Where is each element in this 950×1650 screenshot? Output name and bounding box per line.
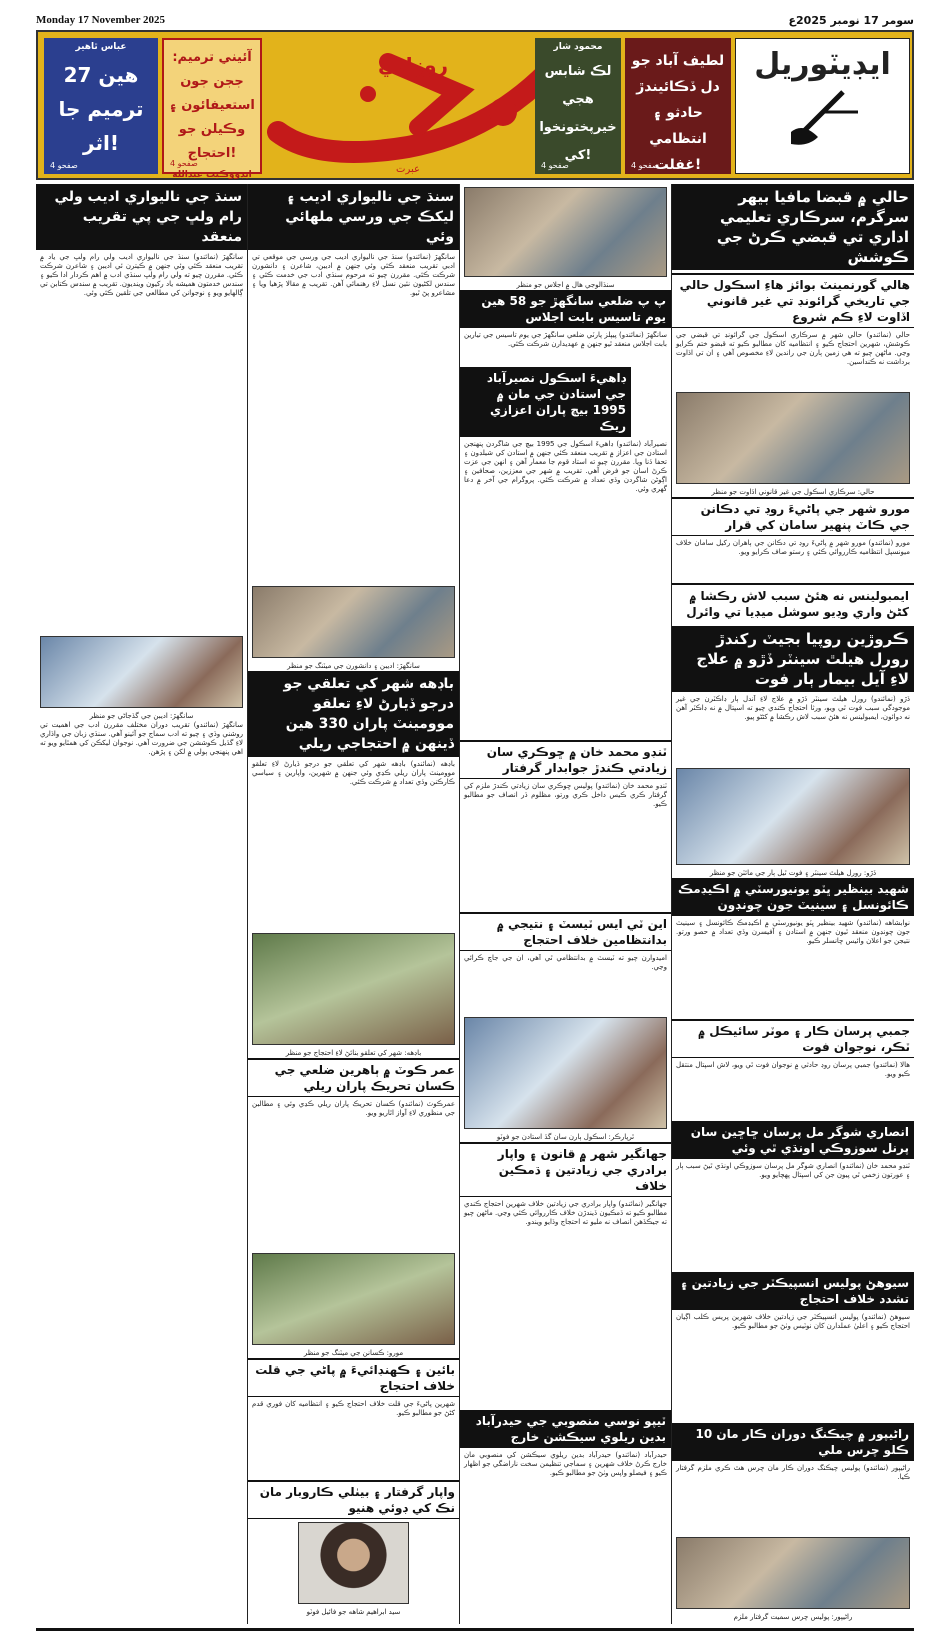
teaser-red-byline: ايڊووڪيٽ عبدالله: [172, 170, 252, 180]
masthead: [36, 30, 914, 180]
news-columns: [36, 184, 914, 1624]
subhead-halla-school: هالي گورنمينٽ بوائز هاءِ اسڪول حالي جي تاريخي گرائونڊ تي غير قانوني اڏاوت لاءِ ڪم شروع: [672, 273, 914, 328]
story-body-19: سانگهڙ (نمائندو) سنڌ جي ناليواري اديب ولي رام ولڀ جي ياد ۾ تقريب منعقد ڪئي وئي جنهن ۾ ڪيترن ئي اديبن ۽ شاعرن شرڪت ڪئي. مقررن چيو ته ولي رام ولڀ سنڌي ادب ۾ اهم ڪردار ادا ڪيو ۽ سندس خدمتون هميشه ياد رکيون وينديون. تقريب ۾ سندس ڪتابن تي ڳالهايو ويو ۽ نوجوانن کي مطالعي جي تلقين ڪئي وئي.: [40, 253, 243, 297]
teaser-maroon-page: صفحو 4: [631, 161, 659, 170]
date-bar: [36, 12, 914, 32]
headline-water-shortage[interactable]: بائين ۽ ڪهنڊائيءَ ۾ پاڻي جي قلت خلاف احتجاج: [248, 1358, 459, 1397]
column-center-right: [460, 184, 672, 1624]
photo-writers-meeting: [252, 586, 455, 658]
caption-halla: حالي: سرڪاري اسڪول جي غير قانوني اڏاوت جو منظر: [711, 488, 875, 496]
headline-halla-encroachment[interactable]: حالي ۾ قبضا مافيا بيهر سرگرم، سرڪاري تعليمي اداري تي قبضي ڪرڻ جي ڪوشش: [672, 184, 914, 270]
story-body-16: باڊهه (نمائندو) باڊهه شهر کي تعلقي جو درجو ڏيارڻ لاءِ تعلقو موومينٽ پاران ريلي ڪڍي وئي جنهن ۾ شهرين، واپارين ۽ سياسي ڪارڪنن وڏي تعداد ۾ شرڪت ڪئي.: [252, 760, 455, 786]
story-body-7: سيوهڻ (نمائندو) پوليس انسپيڪٽر جي زيادتين خلاف شهرين پريس ڪلب اڳيان احتجاج ڪيو ۽ اعليٰ عملدارن کان نوٽيس وٺڻ جو مطالبو ڪيو.: [676, 1313, 910, 1330]
photo-ranipur-police: [676, 1537, 910, 1609]
story-body-1: حالي (نمائندو) حالي شهر ۾ سرڪاري اسڪول جي گرائونڊ تي قبضي جي ڪوشش، شهرين احتجاج ڪيو ۽ انتظاميه کان مطالبو ڪيو ته قبضو ختم ڪرايو وڃي. ماڻهن چيو ته هي زمين ٻارن جي راندين لاءِ مخصوص آهي ۽ ان تي اڏاوت برداشت نه ڪنداسين.: [676, 331, 910, 366]
headline-badah-taluka[interactable]: باڊهه شهر کي تعلقي جو درجو ڏيارڻ لاءِ تعلقو موومينٽ پاران 330 هين ڏينهن ۾ احتجاجي ريلي: [248, 671, 459, 757]
caption-writers: سانگهڙ: اديبن ۽ دانشورن جي ميٽنگ جو منظر: [287, 662, 420, 670]
headline-jambi-accident[interactable]: جمبي پرسان ڪار ۽ موٽر سائيڪل ۾ ٽڪر، نوجوان فوت: [672, 1019, 914, 1058]
headline-ambulance[interactable]: ايمبولينس نه هئڻ سبب لاش رڪشا ۾ کڻڻ واري وڊيو سوشل ميڊيا تي وائرل: [672, 583, 914, 623]
headline-wali-ram[interactable]: سنڌ جي ناليواري اديب ولي رام ولڀ جي پي تقريب منعقد: [36, 184, 247, 250]
headline-ppp-sanghar[interactable]: پ پ ضلعي سانگهڙ جو 58 هين يوم تاسيس بابت اجلاس: [460, 290, 671, 328]
date-sindhi: سومر 17 نومبر 2025ع: [788, 14, 914, 27]
photo-badah-rally: [252, 933, 455, 1045]
page-bottom-rule: [36, 1628, 914, 1631]
caption-badah: باڊهه: شهر کي تعلقو بنائڻ لاءِ احتجاج جو منظر: [285, 1049, 422, 1057]
teaser-maroon-headline: لطيف آباد جو دل ڏڪائيندڙ حادثو ۽ انتظامي غفلت!: [631, 53, 725, 173]
teaser-blue-page: صفحو 4: [50, 161, 78, 170]
column-center-left: [248, 184, 460, 1624]
headline-ranipur-charas[interactable]: راڻيپور ۾ چيڪنگ دوران ڪار مان 10 ڪلو چرس ملي: [672, 1423, 914, 1461]
story-body-14: حيدرآباد (نمائندو) حيدرآباد بدين ريلوي سيڪشن کي منصوبي مان خارج ڪرڻ خلاف شهرين ۽ سماجي تنظيمن سخت ناراضگي جو اظهار ڪيو ۽ فيصلو واپس وٺڻ جو مطالبو ڪيو.: [464, 1451, 667, 1477]
headline-darro-rhc[interactable]: ڪروڙين روپيا بجيٽ رکندڙ رورل هيلٿ سينٽر ڏڙو ۾ علاج لاءِ آيل بيمار ٻار فوت: [672, 626, 914, 692]
photo-literary-gathering: [40, 636, 243, 708]
date-english: Monday 17 November 2025: [36, 14, 166, 26]
headline-sbbu-elections[interactable]: شهيد بينظير ڀٽو يونيورسٽي ۾ اڪيڊمڪ ڪائونسل ۽ سينيٽ جون چونڊون: [672, 878, 914, 916]
story-body-15: سانگهڙ (نمائندو) سنڌ جي ناليواري اديب جي ورسي جي موقعي تي ادبي تقريب منعقد ڪئي وئي جنهن ۾ اديبن، شاعرن ۽ دانشورن شرڪت ڪئي. مقررن چيو ته مرحوم سنڌي ادب جي خدمت ڪئي ۽ سندس لکڻيون نئين نسل لاءِ رهنمائي آهن. تقريب ۾ مقالا پڙهيا ويا ۽ مشاعرو پڻ ٿيو.: [252, 253, 455, 297]
photo-farmers-meeting: [252, 1253, 455, 1345]
headline-umerkot[interactable]: عمر ڪوٽ ۾ ٻاهرين ضلعي جي ڪسان تحريڪ پاران ريلي: [248, 1058, 459, 1097]
story-body-12: اميدوارن چيو ته ٽيسٽ ۾ بدانتظامي ٿي آهي، ان جي جاچ ڪرائي وڃي.: [464, 954, 667, 971]
photo-school-children: [464, 1017, 667, 1129]
story-body-9: سانگهڙ (نمائندو) پيپلز پارٽي ضلعي سانگهڙ جي يوم تاسيس جي تيارين بابت اجلاس منعقد ٿيو جنهن ۾ عهديدارن شرڪت ڪئي.: [464, 331, 667, 348]
headline-moro-shops[interactable]: مورو شهر جي پاڻيءَ روڊ تي دڪانن جي ڪاٽ پنهير سامان کي قرار: [672, 497, 914, 536]
story-body-8: راڻيپور (نمائندو) پوليس چيڪنگ دوران ڪار مان چرس هٿ ڪري ملزم گرفتار ڪيا.: [676, 1464, 910, 1481]
story-body-18: شهرين پاڻيءَ جي قلت خلاف احتجاج ڪيو ۽ انتظاميه کان فوري قدم کڻڻ جو مطالبو ڪيو.: [252, 1400, 455, 1417]
teaser-red[interactable]: [162, 38, 262, 180]
teaser-blue-headline: 27 هين ترميم جا اثر!: [58, 63, 144, 155]
teaser-blue-byline: عباس ٿاهير: [75, 42, 127, 52]
logo-subtitle: روزاني: [378, 53, 449, 77]
teaser-green-byline: محمود شار: [553, 42, 603, 52]
headline-railway[interactable]: ٽيپو نوسي منصوبي جي حيدرآباد بدين ريلوي سيڪشن خارج: [460, 1410, 671, 1448]
headline-ansari-sugar[interactable]: انصاري شوگر مل پرسان ڇاڇين سان پرنل سوزوڪي اونڌي ٿي وئي: [672, 1121, 914, 1159]
caption-literary: سانگهڙ: اديبن جي گڏجاڻي جو منظر: [89, 712, 194, 720]
headline-trader-arrest[interactable]: واپار گرفتار ۽ بيٺلي ڪاروبار مان نڪ کي ڊوئي هنيو: [248, 1480, 459, 1519]
photo-halla-site: [676, 392, 910, 484]
caption-meeting: سنڌالوجي هال ۾ اجلاس جو منظر: [516, 281, 615, 289]
teaser-maroon[interactable]: [625, 38, 731, 174]
story-body-11: ٽنڊو محمد خان (نمائندو) پوليس ڇوڪري سان زيادتي ڪندڙ ملزم کي گرفتار ڪري ڪيس داخل ڪري ورتو، مظلوم ڌر انصاف جو مطالبو ڪيو.: [464, 782, 667, 808]
newspaper-logo: [258, 32, 558, 178]
caption-darro: ڏڙو: رورل هيلٿ سينٽر ۽ فوت ٿيل ٻار جي مائٽن جو منظر: [709, 869, 877, 877]
teaser-green-headline: لڪ شابس هجي خيرپختونخوا کي!: [539, 64, 617, 163]
caption-portrait-1: سيد ابراهيم شاهه جو فائيل فوٽو: [306, 1608, 401, 1616]
story-body-3: ڏڙو (نمائندو) رورل هيلٿ سينٽر ڏڙو ۾ علاج لاءِ آندل ٻار ڊاڪٽرن جي غير موجودگي سبب فوت ٿي ويو، ورثا احتجاج ڪندي چيو ته اسپتال ۾ نه ڊاڪٽر آهن نه دوائون، ايمبولينس نه هئڻ سبب لاش رڪشا ۾ کڻڻو پيو.: [676, 695, 910, 721]
headline-sehwan-protest[interactable]: سيوهڻ پوليس انسپيڪٽر جي زيادتين ۽ تشدد خلاف احتجاج: [672, 1272, 914, 1310]
photo-meeting-hall: [464, 187, 667, 277]
editorial-label: ايڊيٽوريل: [754, 47, 891, 82]
teaser-red-headline: آئيني ترميم: ججن جون استعيفائون ۽ وڪيلن جو احتجاج!: [169, 50, 255, 161]
headline-writer-anniversary[interactable]: سنڌ جي ناليواري اديب ۽ ليکڪ جي ورسي ملهائي وئي: [248, 184, 459, 250]
headline-nts-protest[interactable]: اين ٽي ايس ٽيسٽ ۽ نتيجي ۾ بدانتظامين خلاف احتجاج: [460, 912, 671, 951]
story-body-2: مورو (نمائندو) مورو شهر ۾ پاڻيءَ روڊ تي دڪانن جي ٻاهران رکيل سامان خلاف ميونسپل انتظاميه ڪارروائي ڪئي ۽ رستو صاف ڪرايو ويو.: [676, 539, 910, 556]
caption-farmers: مورو: ڪسانن جي ميٽنگ جو منظر: [303, 1349, 404, 1357]
editorial-box[interactable]: [735, 38, 910, 174]
story-body-17: عمرڪوٽ (نمائندو) ڪسان تحريڪ پاران ريلي ڪڍي وئي ۽ مطالبن جي منظوري لاءِ آواز اٿاريو ويو.: [252, 1100, 455, 1117]
column-left: [36, 184, 248, 1624]
column-right: [672, 184, 914, 1624]
story-body-20: سانگهڙ (نمائندو) تقريب دوران مختلف مقررن ادب جي اهميت تي روشني وڌي ۽ چيو ته ادب سماج جو آئينو آهي. سنڌي زبان جي واڌاري لاءِ گڏيل ڪوششن جي ضرورت آهي. نوجوان ليکڪن کي همٿايو ويو ته اهي پنهنجي ٻولي ۾ لکن ۽ پڙهن.: [40, 721, 243, 756]
teaser-blue[interactable]: [44, 38, 158, 174]
story-body-6: ٽنڊو محمد خان (نمائندو) انصاري شوگر مل پرسان سوزوڪي اونڌي ٿيڻ سبب ٻار ۽ عورتون زخمي ٿي پيون جن کي اسپتال پهچايو ويو.: [676, 1162, 910, 1179]
headline-jhangir-trade[interactable]: جهانگير شهر ۾ قانون ۽ واپار برادري جي زيادتين ۽ ڌمڪين خلاف: [460, 1142, 671, 1197]
story-body-13: جهانگير (نمائندو) واپار برادري جي زيادتين خلاف شهرين احتجاج ڪندي مطالبو ڪيو ته ڌمڪيون ڏيندڙن خلاف ڪارروائي ڪئي وڃي. ماڻهن چيو ته جيڪڏهن انصاف نه مليو ته احتجاج وڌايو ويندو.: [464, 1200, 667, 1226]
caption-ranipur: راڻيپور: پوليس چرس سميت گرفتار ملزم: [733, 1613, 853, 1621]
pen-hand-icon: [783, 82, 863, 152]
photo-rural-health-centre: [676, 768, 910, 865]
headline-school-honour[interactable]: ڊاهيءَ اسڪول نصيرآباد جي استادن جي مان ۾ 1995 بيچ پاران اعزازي ريڪ: [460, 367, 631, 437]
teaser-green-page: صفحو 4: [541, 161, 569, 170]
caption-school: ٿرپارڪر: اسڪول ٻارن سان گڏ استادن جو فوٽو: [496, 1133, 635, 1141]
story-body-10: نصيرآباد (نمائندو) ڊاهيءَ اسڪول جي 1995 بيچ جي شاگردن پنهنجن استادن جي اعزاز ۾ تقريب منعقد ڪئي جنهن ۾ استادن کي شيلڊون ۽ تحفا ڏنا ويا. مقررن چيو ته استاد قوم جا معمار آهن ۽ انهن جي عزت ڪرڻ اسان جو فرض آهي. تقريب ۾ شهر جي معززين، صحافين ۽ اڳوڻن شاگردن وڏي تعداد ۾ شرڪت ڪئي. پروگرام جي آخر ۾ دعا گهري وئي.: [464, 440, 667, 493]
story-body-4: نوابشاهه (نمائندو) شهيد بينظير ڀٽو يونيورسٽي ۾ اڪيڊمڪ ڪائونسل ۽ سينيٽ جون چونڊون منعقد ٿيون جنهن ۾ استادن ۽ آفيسرن وڏي تعداد ۾ حصو ورتو. نتيجن جو اعلان وائيس چانسلر ڪيو.: [676, 919, 910, 945]
logo-text: عبرت: [396, 164, 420, 175]
teaser-red-page: صفحو 4: [170, 159, 198, 168]
headline-tando-arrest[interactable]: ٽنڊو محمد خان ۾ ڇوڪري سان زيادتي ڪندڙ جوابدار گرفتار: [460, 740, 671, 779]
teaser-green[interactable]: [535, 38, 621, 174]
photo-portrait-1: [298, 1522, 409, 1604]
story-body-5: هالا (نمائندو) جمبي پرسان روڊ حادثي ۾ نوجوان فوت ٿي ويو، لاش اسپتال منتقل ڪيو ويو.: [676, 1061, 910, 1078]
